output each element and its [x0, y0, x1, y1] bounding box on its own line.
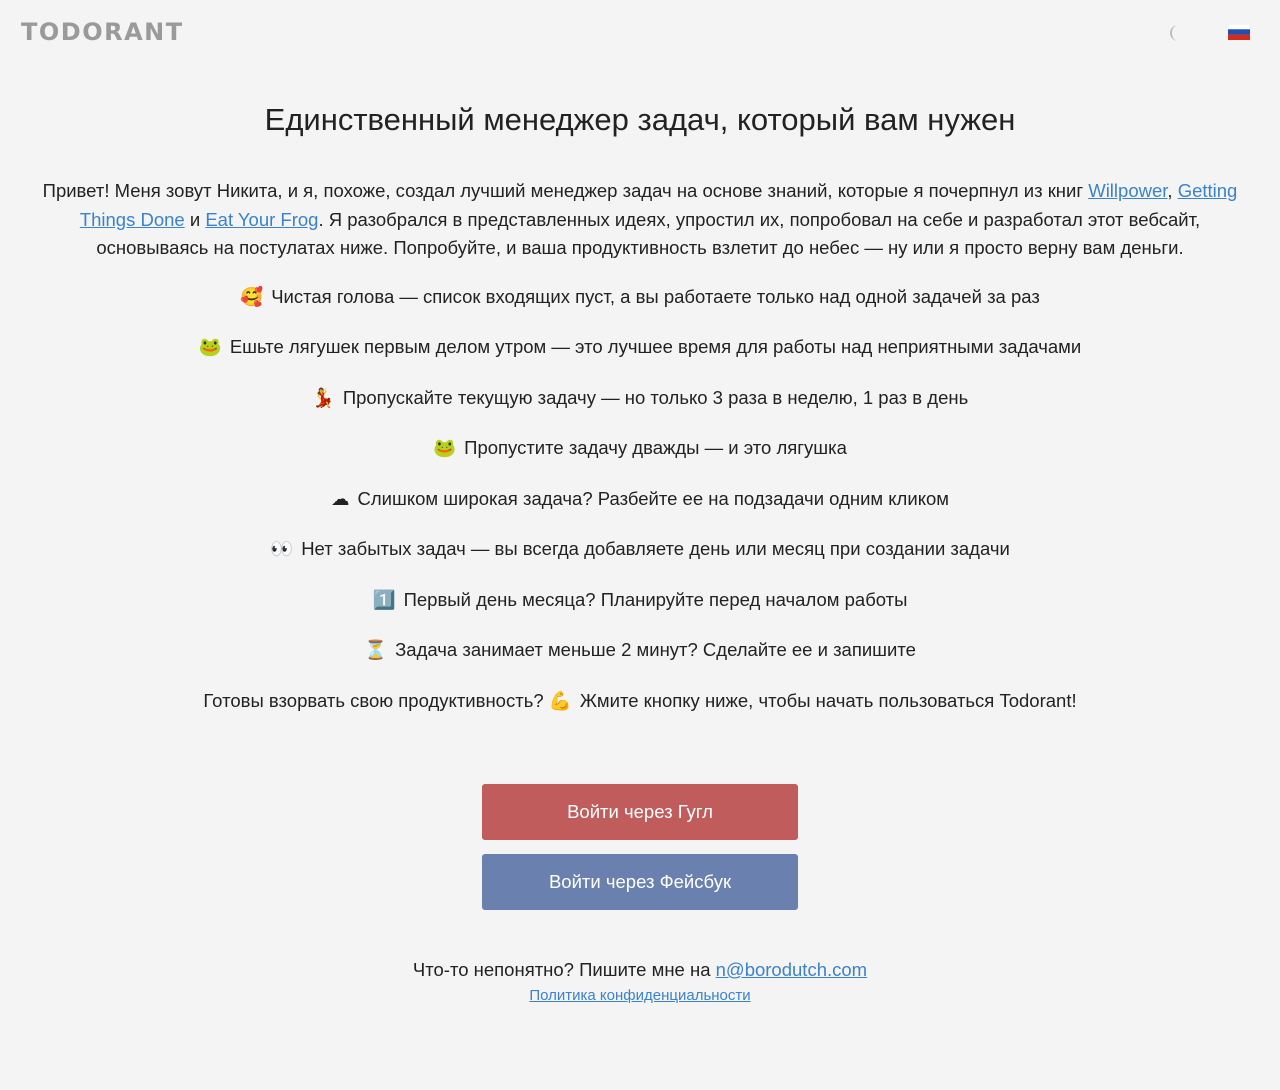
intro-text-start: Привет! Меня зовут Никита, и я, похоже, создал лучший менеджер задач на основе знаний, которые я почерпнул из книг: [42, 180, 1089, 201]
page-title: Единственный менеджер задач, который вам нужен: [264, 102, 1016, 137]
principle-item: [0, 639, 1280, 661]
moon-icon[interactable]: [1164, 20, 1190, 46]
privacy-line: [0, 984, 1280, 1008]
cta-text-start: Готовы взорвать свою продуктивность?: [203, 689, 544, 711]
principle-text: Задача занимает меньше 2 минут? Сделайте ее и запишите: [395, 639, 916, 660]
russian-flag-graphic: [1228, 24, 1250, 40]
moon-icon-graphic: [1164, 20, 1190, 46]
principles-list: [0, 286, 1280, 712]
contact-text: Что-то непонятно? Пишите мне на: [412, 959, 716, 980]
logo[interactable]: TODORANT: [21, 18, 184, 46]
frog-icon: 🐸: [198, 336, 222, 357]
top-bar: [0, 0, 1280, 66]
principle-item: [0, 387, 1280, 409]
footer: [0, 956, 1280, 1008]
principle-item: [0, 538, 1280, 560]
flexed-biceps-icon: 💪: [548, 689, 572, 711]
keycap-one-icon: 1️⃣: [372, 588, 396, 610]
russian-flag-icon[interactable]: [1228, 24, 1250, 40]
eat-your-frog-link[interactable]: Eat Your Frog: [205, 208, 319, 230]
email-link[interactable]: n@borodutch.com: [715, 959, 868, 980]
principle-text: Первый день месяца? Планируйте перед началом работы: [403, 588, 908, 610]
principle-text: Слишком широкая задача? Разбейте ее на подзадачи одним кликом: [357, 487, 949, 509]
principle-text: Чистая голова — список входящих пуст, а вы работаете только над одной задачей за раз: [271, 285, 1040, 307]
main-content: [0, 96, 1280, 740]
intro-sep-comma: ,: [1167, 180, 1178, 201]
intro-text-end: . Я разобрался в представленных идеях, упростил их, попробовал на себе и разработал этот вебсайт, основываясь на постулатах ниже. Попробуйте, и ваша продуктивность взлетит до небес — ну или я просто верну вам деньги.: [96, 208, 1201, 258]
cloud-icon: ☁: [330, 487, 350, 509]
facebook-login-button[interactable]: Войти через Фейсбук: [482, 854, 798, 910]
willpower-link[interactable]: Willpower: [1088, 180, 1168, 201]
privacy-policy-link[interactable]: Политика конфиденциальности: [529, 987, 751, 1004]
contact-line: [0, 956, 1280, 984]
getting-things-done-link[interactable]: Getting Things Done: [79, 180, 1238, 230]
intro-paragraph: [25, 177, 1255, 263]
login-buttons: [482, 784, 798, 910]
principle-item: [0, 437, 1280, 459]
principle-item: [0, 286, 1280, 308]
principle-item: [0, 336, 1280, 358]
principle-text: Ешьте лягушек первым делом утром — это лучшее время для работы над неприятными задачами: [229, 336, 1082, 357]
cta-text-end: Жмите кнопку ниже, чтобы начать пользоваться Todorant!: [579, 689, 1077, 711]
frog-icon: 🐸: [433, 437, 457, 458]
principle-text: Нет забытых задач — вы всегда добавляете день или месяц при создании задачи: [301, 538, 1010, 559]
dancer-icon: 💃: [311, 386, 335, 408]
principle-text: Пропустите задачу дважды — и это лягушка: [464, 437, 847, 458]
hourglass-icon: ⏳: [364, 639, 388, 660]
eyes-icon: 👀: [270, 538, 294, 559]
call-to-action: [0, 690, 1280, 712]
principle-text: Пропускайте текущую задачу — но только 3 раза в неделю, 1 раз в день: [342, 386, 969, 408]
google-login-button[interactable]: Войти через Гугл: [482, 784, 798, 840]
intro-sep-and: и: [184, 208, 206, 230]
smiling-hearts-icon: 🥰: [240, 285, 264, 307]
principle-item: [0, 589, 1280, 611]
principle-item: [0, 488, 1280, 510]
